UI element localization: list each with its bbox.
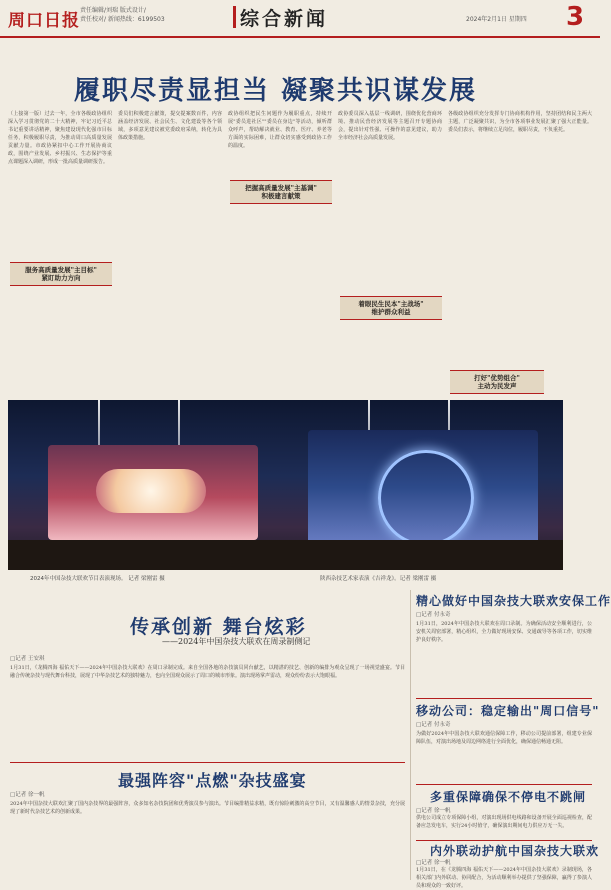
divider bbox=[10, 762, 405, 763]
lead-subhead-3: 着眼民生民本"主战场" 维护群众利益 bbox=[340, 296, 442, 320]
lead-subhead-2: 把握高质量发展"主基调" 积极建言献策 bbox=[230, 180, 332, 204]
right-headline-3: 多重保障确保不停电不跳闸 bbox=[430, 790, 587, 804]
article2-headline: 传承创新 舞台炫彩 bbox=[130, 616, 307, 638]
editor-line: 责任校对/ 新闻热线：6199503 bbox=[80, 16, 165, 23]
photo-caption-left: 2024年中国杂技大联欢节目表演现场。 记者 梁刚雷 摄 bbox=[30, 576, 165, 582]
editor-line: 责任编辑/刘瑞 版式设计/ bbox=[80, 7, 146, 14]
right-headline-2: 移动公司：稳定输出"周口信号" bbox=[416, 704, 600, 718]
article3-byline: □记者 徐一帆 bbox=[10, 792, 45, 798]
article2-text: 1月31日，《龙腾四海 福佑天下——2024年中国杂技大联欢》在周口录制完成。来自全国各地的杂技演员同台献艺，以精湛的技艺、创新的编排为观众呈现了一场视觉盛宴。节目融合传统杂技与现代舞台科技，展现了中华杂技艺术的独特魅力，也向全国观众展示了周口的城市形象。演出现场掌声雷动，观众纷纷表示大饱眼福。 bbox=[10, 665, 405, 679]
lead-text: 各级政协组织充分发挥专门协商机构作用，坚持团结和民主两大主题，广泛凝聚共识，为全市各项事业发展汇聚了强大正能量。委员们表示，将继续立足岗位，履职尽责，不负重托。 bbox=[448, 111, 592, 133]
right-byline-4: □记者 徐一帆 bbox=[416, 860, 451, 866]
divider bbox=[416, 698, 592, 699]
article2-body bbox=[10, 664, 405, 760]
right-byline-1: □记者 付永奇 bbox=[416, 612, 451, 618]
lead-column-4 bbox=[338, 110, 442, 395]
lead-text: （上接第一版）过去一年，全市各级政协组织深入学习贯彻党的二十大精神，牢记习近平总书记重要讲话精神，聚焦建设现代化强市目标任务，积极履职尽责，为推动周口高质量发展贡献力量。市政协紧扣中心工作开展协商议政，围绕产业发展、乡村振兴、生态保护等重点课题深入调研，形成一批高质量调研报告。 bbox=[8, 111, 112, 165]
lead-column-5 bbox=[448, 110, 592, 395]
article2-subhead: ——2024年中国杂技大联欢在周录制侧记 bbox=[162, 637, 311, 646]
section-title: 综合新闻 bbox=[240, 8, 329, 30]
issue-date: 2024年2月1日 星期四 bbox=[466, 16, 527, 23]
right-body-1 bbox=[416, 620, 592, 694]
right-text: 1月31日，在《龙腾四海 福佑天下——2024年中国杂技大联欢》录制现场，各相关部门内外联动、协同配合，为活动顺利举办提供了坚强保障，赢得了参演人员和观众的一致好评。 bbox=[416, 867, 592, 889]
editor-credits bbox=[80, 6, 165, 24]
lead-text: 政协组织把民生问题作为履职重点，持续开展"委员进社区""委员在身边"等活动，倾听群众呼声，帮助解决就业、教育、医疗、养老等方面的实际困难，让群众切实感受到政协工作的温度。 bbox=[228, 111, 332, 149]
lead-subhead-1: 服务高质量发展"主目标" 紧盯助力方向 bbox=[10, 262, 112, 286]
performance-photo bbox=[8, 400, 563, 570]
lead-text: 委员们积极建言献策，提交提案数百件，内容涵盖经济发展、社会民生、文化建设等各个领域，多项意见建议被党委政府采纳，转化为具体政策措施。 bbox=[118, 111, 222, 141]
divider bbox=[416, 840, 592, 841]
event-logo-shape bbox=[96, 469, 206, 513]
section-bar bbox=[233, 6, 236, 28]
page-number: 3 bbox=[566, 2, 585, 32]
lead-column-3 bbox=[228, 110, 332, 395]
right-text: 1月31日，2024年中国杂技大联欢在周口录制。为确保活动安全顺利进行，公安机关周密部署，精心组织，全力做好现场安保、交通疏导等各项工作，切实维护良好秩序。 bbox=[416, 621, 592, 643]
article3-text: 2024年中国杂技大联欢汇聚了国内杂技界的最强阵容，众多知名杂技院团和优秀演员参与演出。节目编排精益求精，既有惊险刺激的高空节目，又有温馨感人的情景杂技，充分展现了新时代杂技艺术的创新成果。 bbox=[10, 801, 405, 815]
right-byline-2: □记者 付永奇 bbox=[416, 722, 451, 728]
lead-text: 政协委员深入基层一线调研，围绕优化营商环境、推动民营经济发展等主题召开专题协商会，提出针对性强、可操作的意见建议，助力全市经济社会高质量发展。 bbox=[338, 111, 442, 141]
divider bbox=[416, 784, 592, 785]
right-headline-4: 内外联动护航中国杂技大联欢 bbox=[430, 844, 600, 858]
page-header bbox=[0, 0, 600, 38]
right-body-2 bbox=[416, 730, 592, 780]
article3-headline: 最强阵容"点燃"杂技盛宴 bbox=[118, 771, 307, 790]
lead-column-2 bbox=[118, 110, 222, 395]
right-text: 供电公司成立专项保障小组，对演出现场供电线路和设备开展全面巡视检查，配备应急发电车，实行24小时值守，确保演出期间电力供应万无一失。 bbox=[416, 815, 592, 829]
column-divider bbox=[410, 590, 411, 880]
photo-caption-right: 陕西杂技艺术家表演《吉祥龙》。记者 梁刚雷 摄 bbox=[320, 576, 437, 582]
masthead-logo: 周口日报 bbox=[8, 11, 80, 31]
lead-column-1 bbox=[8, 110, 112, 395]
lead-headline: 履职尽责显担当 凝聚共识谋发展 bbox=[74, 76, 478, 106]
right-headline-1: 精心做好中国杂技大联欢安保工作 bbox=[416, 594, 611, 608]
stage-screen-left bbox=[48, 445, 258, 540]
right-body-3 bbox=[416, 814, 592, 838]
article2-byline: □记者 王安琪 bbox=[10, 656, 45, 662]
acrobat-ring bbox=[378, 450, 474, 546]
lead-subhead-4: 打好"优势组合" 主动为民发声 bbox=[450, 370, 544, 394]
right-body-4 bbox=[416, 866, 592, 889]
right-byline-3: □记者 徐一帆 bbox=[416, 808, 451, 814]
stage-floor bbox=[8, 540, 563, 570]
right-text: 为做好2024年中国杂技大联欢通信保障工作，移动公司提前部署，组建专业保障队伍，对演出场地及周边网络进行全面优化，确保通信畅通无阻。 bbox=[416, 731, 592, 745]
stage-screen-right bbox=[308, 430, 538, 545]
article3-body bbox=[10, 800, 405, 878]
